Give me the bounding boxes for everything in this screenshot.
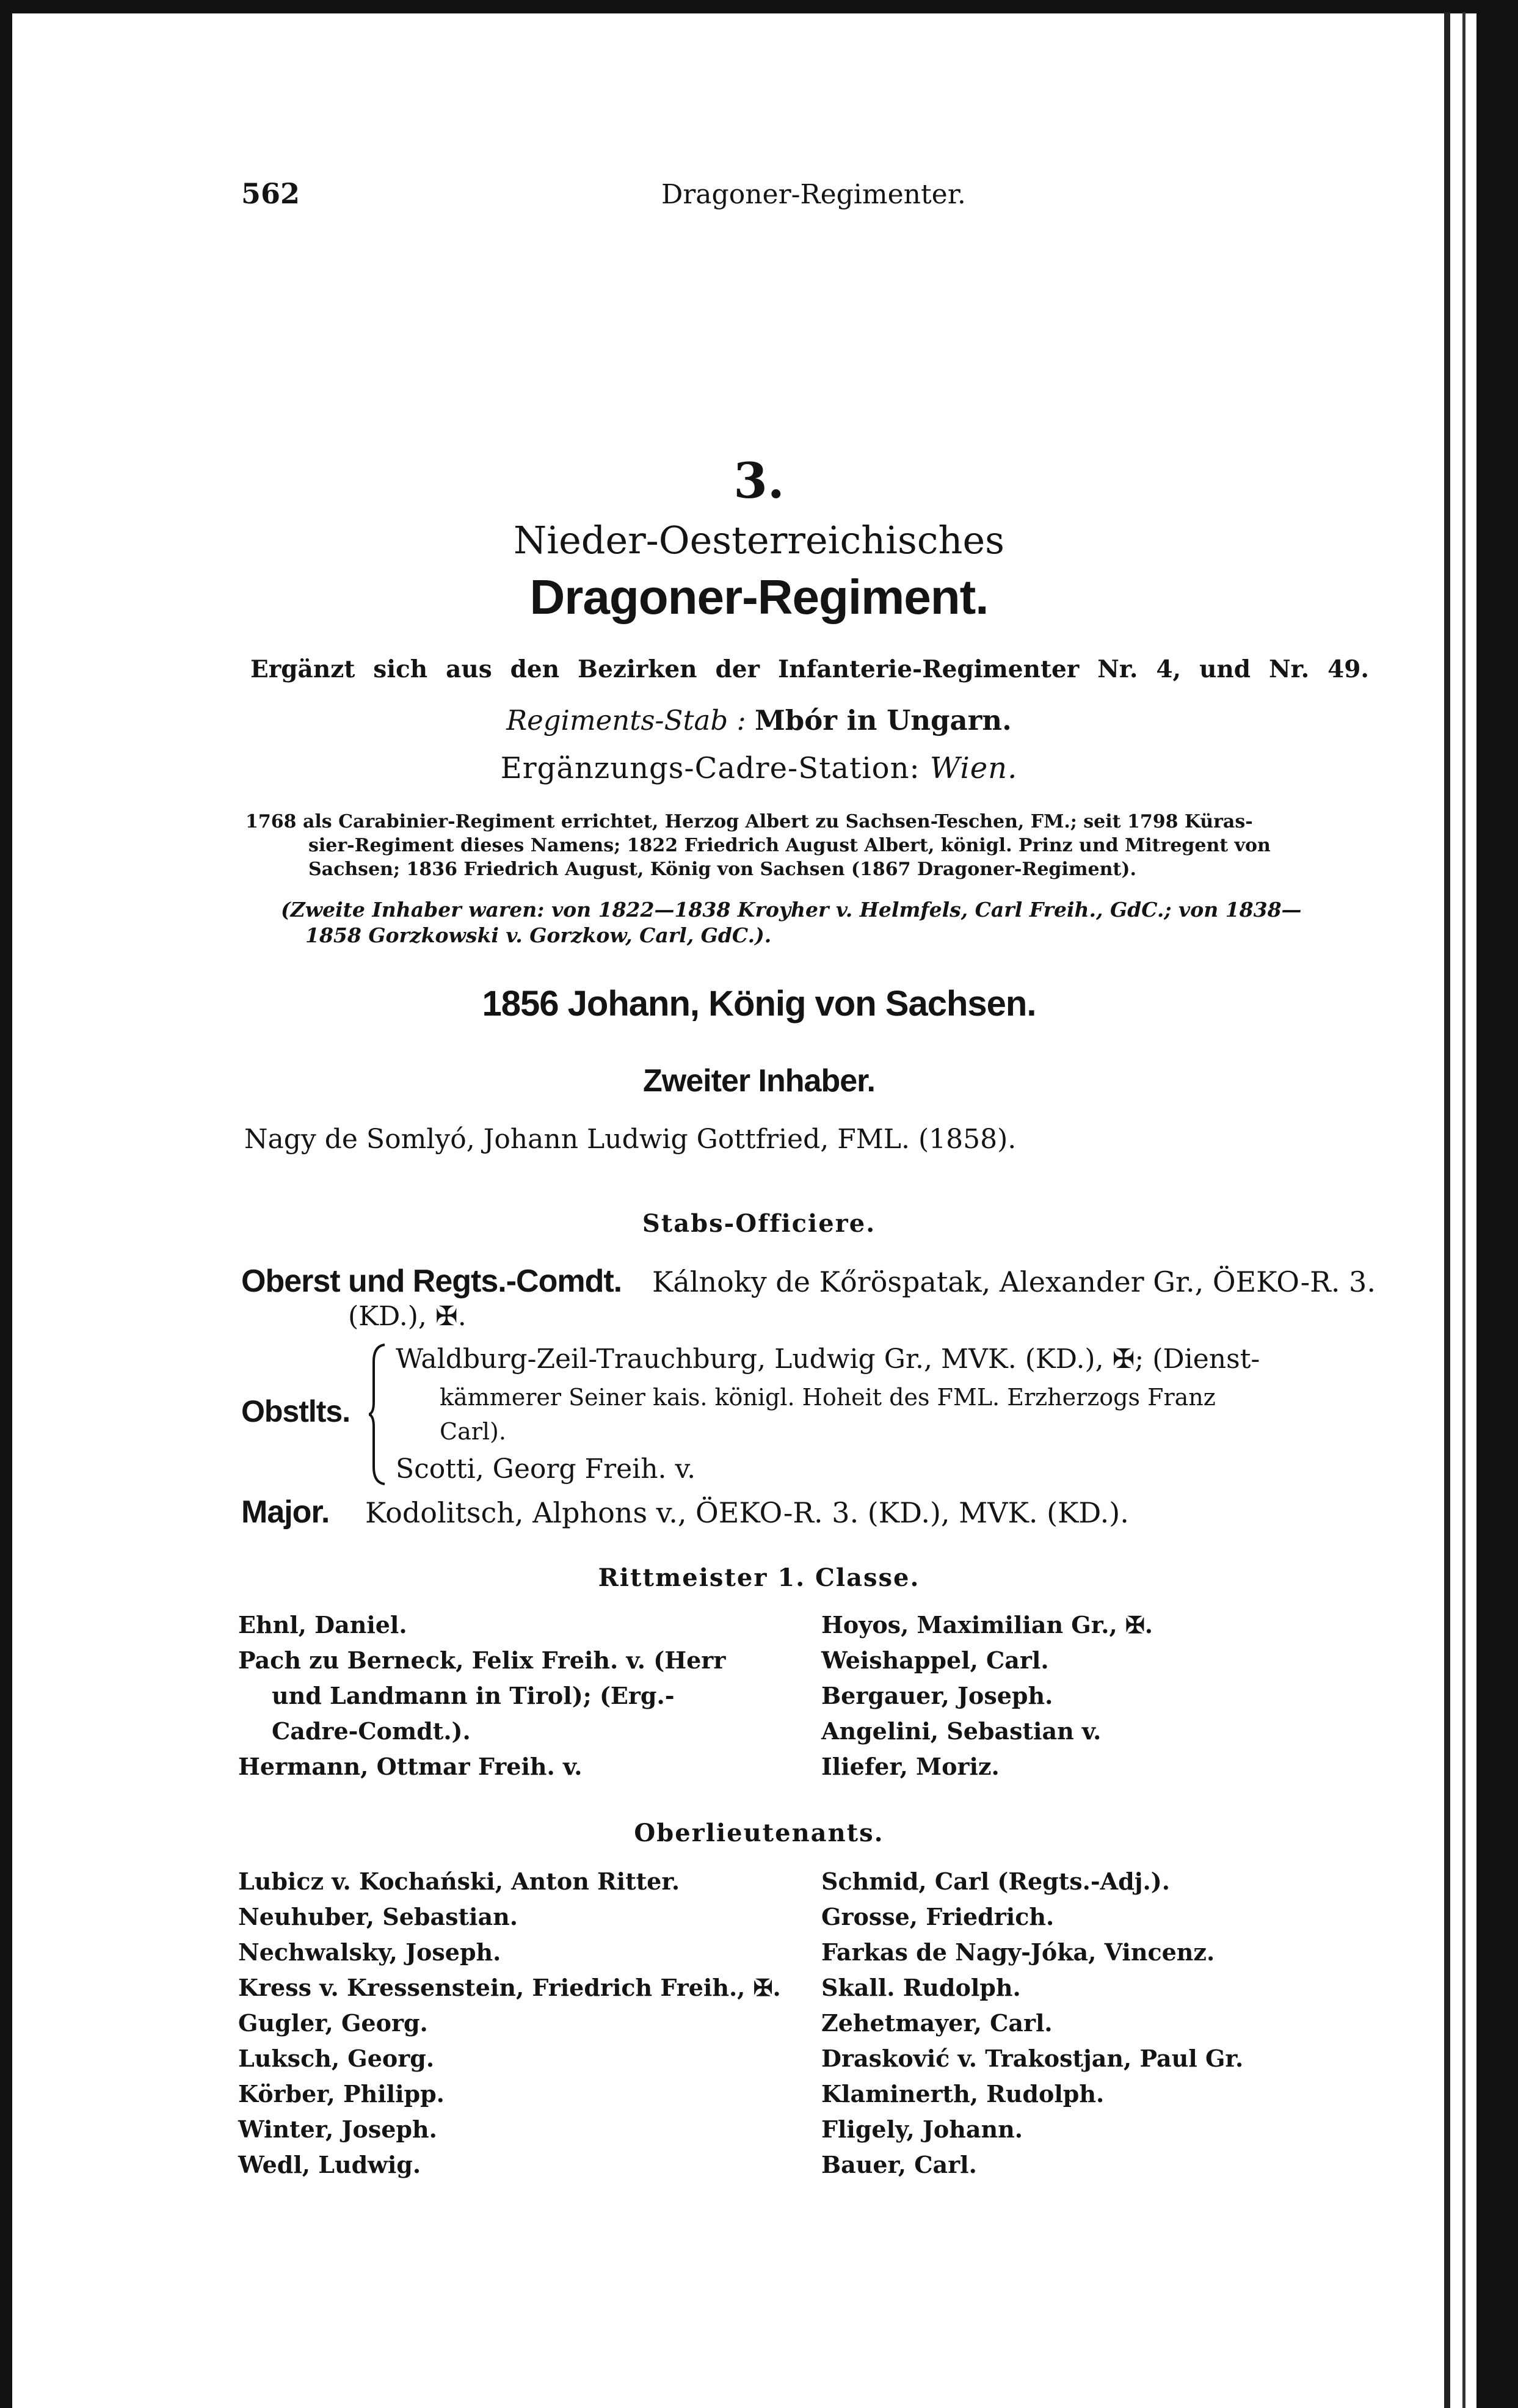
second-proprietor-heading: Zweiter Inhaber. — [643, 1063, 875, 1099]
scan-border-left — [0, 0, 12, 2408]
oberlieutenants-heading: Oberlieutenants. — [634, 1819, 884, 1847]
recruitment-line: Ergänzt sich aus den Bezirken der Infanterie-Regimenter Nr. 4, und Nr. 49. — [250, 655, 1369, 683]
scan-border-top — [0, 0, 1518, 13]
oberlt-left-item: Gugler, Georg. — [238, 2009, 428, 2037]
history-line: Sachsen; 1836 Friedrich August, König von Sachsen (1867 Dragoner-Regiment). — [308, 859, 1136, 880]
brace-icon — [369, 1344, 386, 1485]
colonel-text-cont: (KD.), ✠. — [348, 1301, 467, 1332]
colonel-label: Oberst und Regts.-Comdt. — [241, 1264, 622, 1299]
regiment-staff-line — [0, 704, 1518, 737]
history-line: 1768 als Carabinier-Regiment errichtet, Herzog Albert zu Sachsen-Teschen, FM.; seit 1798 Küras- — [245, 811, 1253, 832]
colonel-text: Kálnoky de Kőröspatak, Alexander Gr., ÖEKO-R. 3. — [652, 1265, 1376, 1298]
rittmeister-left-item: Cadre-Comdt.). — [272, 1717, 471, 1745]
staff-location: Mbór in Ungarn. — [754, 704, 1012, 737]
major-text: Kodolitsch, Alphons v., ÖEKO-R. 3. (KD.), MVK. (KD.). — [365, 1496, 1129, 1529]
rittmeister-right-item: Hoyos, Maximilian Gr., ✠. — [821, 1611, 1153, 1639]
oberlt-right-item: Drasković v. Trakostjan, Paul Gr. — [821, 2045, 1244, 2072]
proprietor: 1856 Johann, König von Sachsen. — [482, 984, 1036, 1024]
oberlt-right-item: Schmid, Carl (Regts.-Adj.). — [821, 1868, 1170, 1895]
oberlt-right-item: Grosse, Friedrich. — [821, 1903, 1055, 1930]
rittmeister-right-item: Weishappel, Carl. — [821, 1646, 1049, 1674]
rittmeister-heading: Rittmeister 1. Classe. — [598, 1563, 920, 1592]
oberlt-left-item: Nechwalsky, Joseph. — [238, 1938, 501, 1966]
oberlt-left-item: Lubicz v. Kochański, Anton Ritter. — [238, 1868, 680, 1895]
oberlt-left-item: Luksch, Georg. — [238, 2045, 435, 2072]
regiment-number: 3. — [733, 452, 785, 509]
history-line: sier-Regiment dieses Namens; 1822 Friedrich August Albert, königl. Prinz und Mitregent von — [308, 835, 1271, 856]
oberlt-left-item: Körber, Philipp. — [238, 2080, 445, 2108]
ltcol-line: Carl). — [440, 1418, 506, 1445]
ltcol-line: kämmerer Seiner kais. königl. Hoheit des FML. Erzherzogs Franz — [440, 1384, 1216, 1411]
staff-officers-heading: Stabs-Officiere. — [642, 1209, 876, 1238]
rittmeister-left-item: Hermann, Ottmar Freih. v. — [238, 1753, 583, 1780]
regiment-name: Dragoner-Regiment. — [529, 570, 989, 624]
cadre-label: Ergänzungs-Cadre-Station: — [500, 751, 920, 785]
running-title: Dragoner-Regimenter. — [661, 179, 966, 210]
second-proprietor-name: Nagy de Somlyó, Johann Ludwig Gottfried, FML. (1858). — [244, 1124, 1017, 1155]
oberlt-right-item: Farkas de Nagy-Jóka, Vincenz. — [821, 1938, 1215, 1966]
rittmeister-left-item: Pach zu Berneck, Felix Freih. v. (Herr — [238, 1646, 726, 1674]
oberlt-right-item: Skall. Rudolph. — [821, 1974, 1021, 2001]
oberlt-left-item: Neuhuber, Sebastian. — [238, 1903, 518, 1930]
staff-label: Regiments-Stab : — [506, 704, 746, 737]
ltcol-line: Scotti, Georg Freih. v. — [396, 1453, 696, 1485]
rittmeister-left-item: und Landmann in Tirol); (Erg.- — [272, 1682, 675, 1709]
rittmeister-right-item: Bergauer, Joseph. — [821, 1682, 1053, 1709]
regiment-region: Nieder-Oesterreichisches — [514, 518, 1004, 562]
oberlt-left-item: Wedl, Ludwig. — [238, 2151, 421, 2178]
rittmeister-right-item: Angelini, Sebastian v. — [821, 1717, 1102, 1745]
page-number: 562 — [241, 177, 300, 210]
oberlt-right-item: Zehetmayer, Carl. — [821, 2009, 1053, 2037]
second-owners-line: 1858 Gorzkowski v. Gorzkow, Carl, GdC.). — [305, 923, 772, 947]
major-label: Major. — [241, 1494, 330, 1530]
cadre-location: Wien. — [929, 751, 1018, 785]
second-owners-line: (Zweite Inhaber waren: von 1822—1838 Kroyher v. Helmfels, Carl Freih., GdC.; von 1838— — [281, 898, 1302, 922]
oberlt-left-item: Winter, Joseph. — [238, 2115, 437, 2143]
ltcol-label: Obstlts. — [241, 1394, 350, 1428]
oberlt-right-item: Bauer, Carl. — [821, 2151, 977, 2178]
oberlt-right-item: Klaminerth, Rudolph. — [821, 2080, 1105, 2108]
rittmeister-right-item: Iliefer, Moriz. — [821, 1753, 1000, 1780]
cadre-station-line — [0, 751, 1518, 785]
ltcol-line: Waldburg-Zeil-Trauchburg, Ludwig Gr., MVK. (KD.), ✠; (Dienst- — [396, 1344, 1260, 1375]
oberlt-left-item: Kress v. Kressenstein, Friedrich Freih., ✠. — [238, 1974, 781, 2001]
rittmeister-left-item: Ehnl, Daniel. — [238, 1611, 407, 1639]
oberlt-right-item: Fligely, Johann. — [821, 2115, 1023, 2143]
